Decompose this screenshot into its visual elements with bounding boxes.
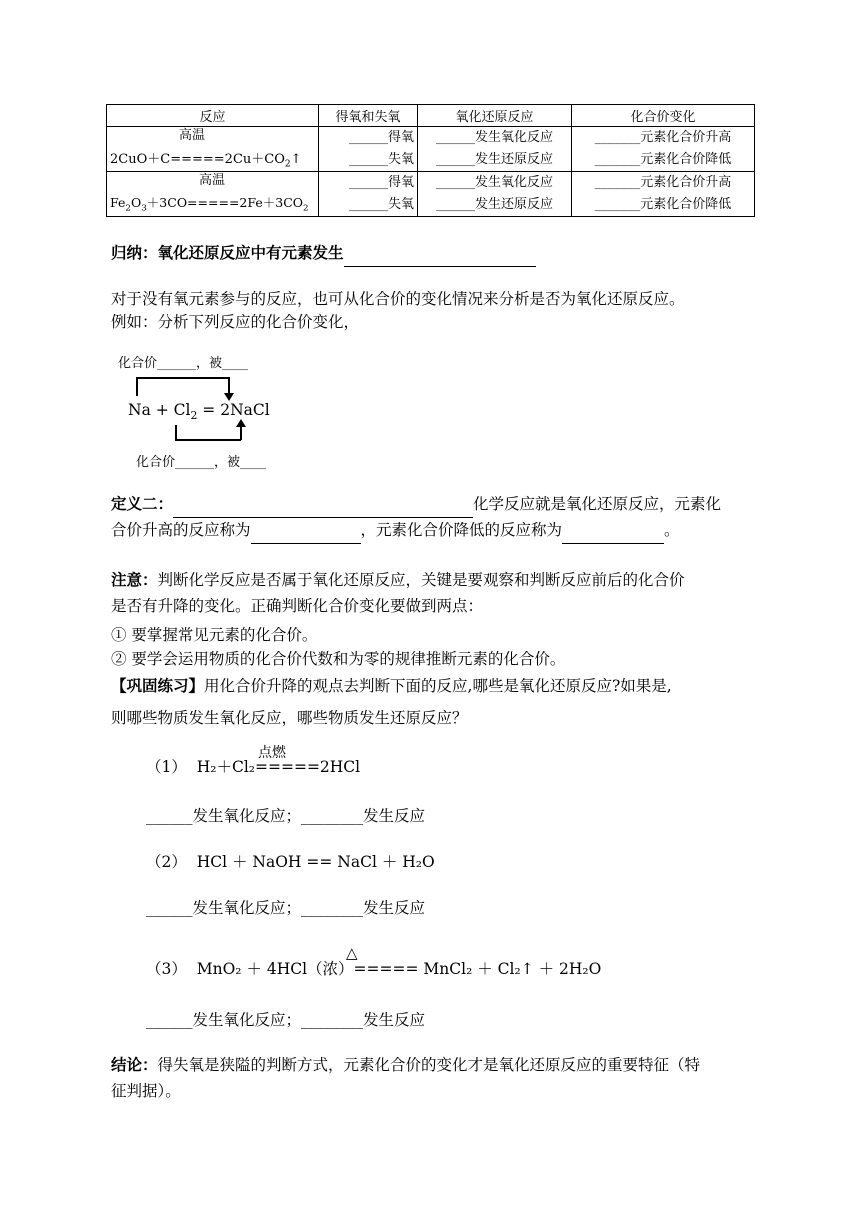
practice-item-2: （2） HCl ＋ NaOH == NaCl ＋ H₂O — [146, 853, 435, 871]
intro-line-2: 例如：分析下列反应的化合价变化， — [111, 313, 360, 331]
table-row — [107, 172, 755, 217]
definition-blank — [173, 491, 473, 518]
definition-line-2: 合价升高的反应称为 ，元素化合价降低的反应称为 。 — [111, 517, 680, 544]
arrow-top-horizontal — [136, 377, 229, 379]
header-redox: 氧化还原反应 — [418, 105, 572, 127]
header-reaction: 反应 — [107, 105, 319, 127]
condition-label: 高温 — [179, 128, 206, 143]
oxidation-blank — [251, 517, 361, 544]
note-line-2: 是否有升降的变化。正确判断化合价变化要做到两点： — [111, 597, 484, 615]
valence-cell: _______元素化合价升高 _______元素化合价降低 — [572, 127, 755, 172]
diagram-bottom-label: 化合价______，被____ — [136, 455, 267, 470]
practice-line-2: 则哪些物质发生氧化反应，哪些物质发生还原反应？ — [111, 709, 468, 727]
practice-answer-2: ______发生氧化反应；________发生反应 — [146, 899, 426, 917]
practice-line-1: 【巩固练习】用化合价升降的观点去判断下面的反应,哪些是氧化还原反应?如果是, — [111, 676, 672, 695]
header-valence: 化合价变化 — [572, 105, 755, 127]
equation-fe2o3: 高温 $Fe_2O_3+3CO=====2Fe+3CO_2$ — [107, 172, 319, 217]
intro-line-1: 对于没有氧元素参与的反应，也可从化合价的变化情况来分析是否为氧化还原反应。 — [111, 290, 685, 308]
arrow-bottom-left-leg — [175, 425, 177, 440]
note-point-1: ① 要掌握常见元素的化合价。 — [111, 626, 318, 644]
arrow-bottom-horizontal — [175, 439, 241, 441]
oxygen-cell: ______得氧 ______失氧 — [319, 127, 418, 172]
redox-cell: ______发生氧化反应 ______发生还原反应 — [418, 172, 572, 217]
reaction-table — [106, 104, 755, 217]
conclusion-line-1: 结论：得失氧是狭隘的判断方式，元素化合价的变化才是氧化还原反应的重要特征（特 — [111, 1055, 701, 1074]
reduction-blank — [562, 517, 664, 544]
conclusion-line-2: 征判据）。 — [111, 1082, 181, 1100]
diagram-equation: $Na + Cl_2$ = 2NaCl — [128, 401, 270, 423]
practice-item-1: （1） H₂＋Cl₂=====2HCl — [146, 758, 361, 776]
arrow-top-right-leg — [228, 377, 230, 394]
diagram-top-label: 化合价______，被____ — [118, 356, 249, 371]
redox-cell: ______发生氧化反应 ______发生还原反应 — [418, 127, 572, 172]
practice-item-3: （3） MnO₂ ＋ 4HCl（浓）===== MnCl₂ ＋ Cl₂↑ ＋ 2H₂O — [146, 960, 602, 978]
heat-icon: △ — [346, 944, 358, 962]
summary-blank — [344, 240, 536, 267]
arrow-down-icon — [224, 393, 234, 401]
practice-answer-3: ______发生氧化反应；________发生反应 — [146, 1011, 426, 1029]
header-oxygen: 得氧和失氧 — [319, 105, 418, 127]
condition-label: 高温 — [199, 173, 226, 188]
valence-cell: _______元素化合价升高 _______元素化合价降低 — [572, 172, 755, 217]
summary-line: 归纳：氧化还原反应中有元素发生 — [111, 240, 536, 267]
equation-cuo: 高温 $2CuO+C=====2Cu+CO_2↑$ — [107, 127, 319, 172]
condition-label: 点燃 — [258, 745, 286, 761]
arrow-top-left-leg — [136, 377, 138, 396]
note-line-1: 注意：判断化学反应是否属于氧化还原反应，关键是要观察和判断反应前后的化合价 — [111, 570, 685, 589]
practice-answer-1: ______发生氧化反应；________发生反应 — [146, 807, 426, 825]
definition-line-1: 定义二： 化学反应就是氧化还原反应，元素化 — [111, 491, 721, 518]
oxygen-cell: ______得氧 ______失氧 — [319, 172, 418, 217]
table-row — [107, 127, 755, 172]
arrow-up-icon — [236, 419, 246, 427]
arrow-bottom-right-leg — [240, 427, 242, 440]
note-point-2: ② 要学会运用物质的化合价代数和为零的规律推断元素的化合价。 — [111, 650, 566, 668]
